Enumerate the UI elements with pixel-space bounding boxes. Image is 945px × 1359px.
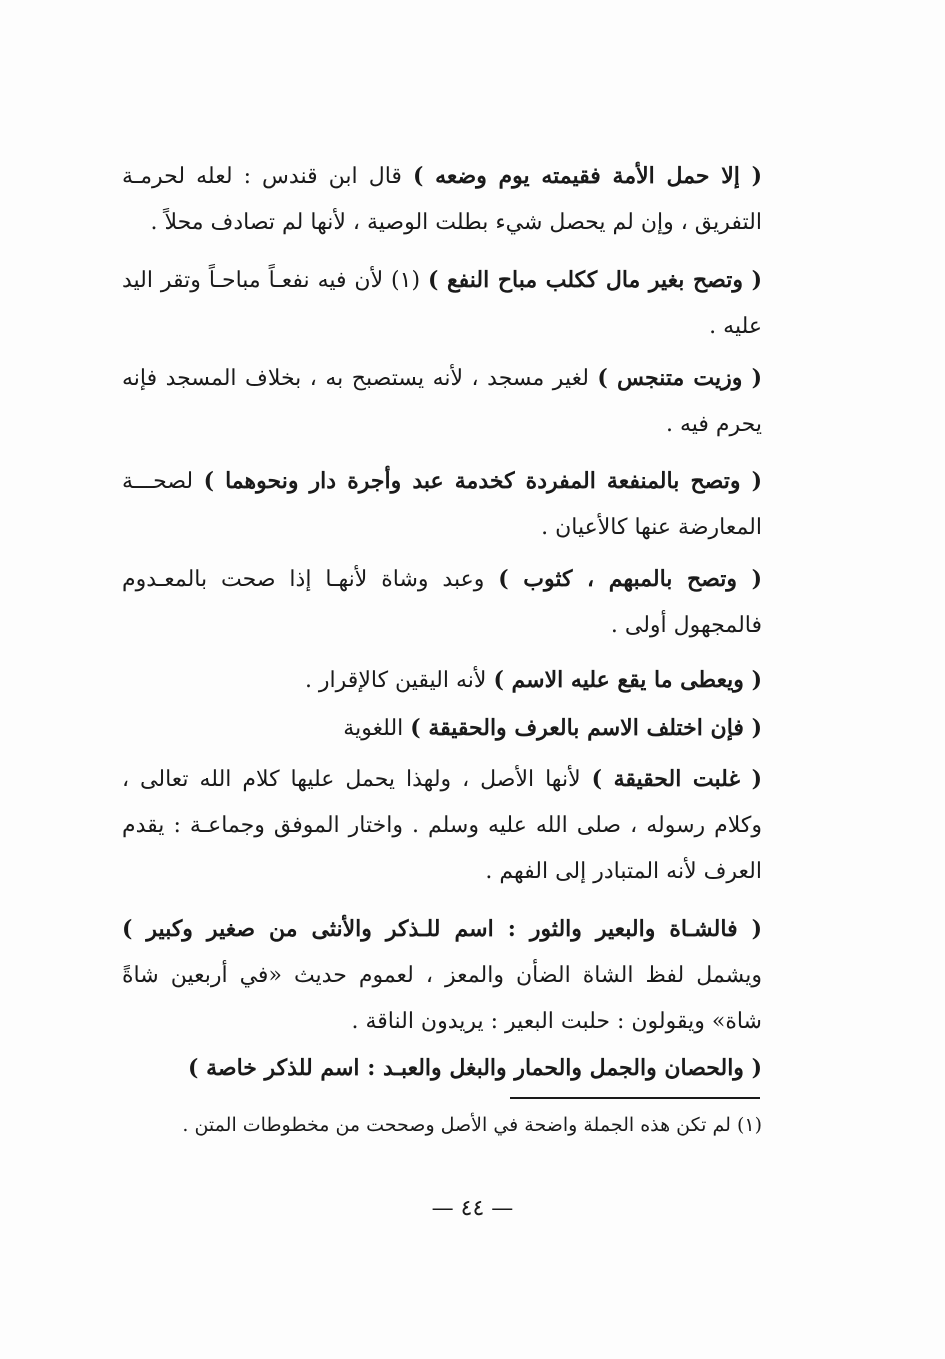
footnote: (١) لم تكن هذه الجملة واضحة في الأصل وصححت من مخطوطات المتن . <box>182 1114 762 1136</box>
paragraph-4 <box>122 458 762 551</box>
paragraph-8-text: لأنها الأصل ، ولهذا يحمل عليها كلام الله تعالى ، وكلام رسوله ، صلى الله عليه وسلم . واختار الموفق وجماعـة : يقدم العرف لأنه المتبادر إلى الفهم . <box>122 767 762 884</box>
paragraph-4-text: لصحـــة المعارضة عنها كالأعيان . <box>122 469 762 540</box>
paragraph-2 <box>122 257 762 350</box>
paragraph-6 <box>122 657 762 704</box>
paragraph-5 <box>122 556 762 649</box>
paragraph-9-text: ويشمل لفظ الشاة الضأن والمعز ، لعموم حديث «في أربعين شاةً شاة» ويقولون : حلبت البعير : يريدون الناقة . <box>122 963 762 1034</box>
paragraph-7-heading: ( فإن اختلف الاسم بالعرف والحقيقة ) <box>410 715 762 741</box>
paragraph-2-heading: ( وتصح بغير مال ككلب مباح النفع ) <box>427 267 762 293</box>
paragraph-10 <box>122 1045 762 1092</box>
paragraph-6-heading: ( ويعطى ما يقع عليه الاسم ) <box>493 667 762 693</box>
paragraph-9 <box>122 906 762 1045</box>
page-number: — ٤٤ — <box>431 1196 514 1221</box>
paragraph-4-heading: ( وتصح بالمنفعة المفردة كخدمة عبد وأجرة دار ونحوهما ) <box>203 468 763 494</box>
paragraph-8-heading: ( غلبت الحقيقة ) <box>591 766 762 792</box>
paragraph-1 <box>122 153 762 246</box>
paragraph-10-heading: ( والحصان والجمل والحمار والبغل والعبـد : اسم للذكر خاصة ) <box>188 1055 762 1081</box>
footnote-divider <box>510 1097 760 1099</box>
paragraph-8 <box>122 756 762 895</box>
paragraph-7-text: اللغوية <box>343 716 411 741</box>
paragraph-3-heading: ( وزيت متنجس ) <box>597 365 762 391</box>
paragraph-1-text: قال ابن قندس : لعله لحرمـة التفريق ، وإن لم يحصل شيء بطلت الوصية ، لأنها لم تصادف محلاً . <box>122 164 762 235</box>
paragraph-5-heading: ( وتصح بالمبهم ، كثوب ) <box>498 566 762 592</box>
paragraph-5-text: وعبد وشاة لأنهـا إذا صحت بالمعـدوم فالمجهول أولى . <box>122 567 762 638</box>
paragraph-1-heading: ( إلا حمل الأمة فقيمته يوم وضعه ) <box>412 163 762 189</box>
paragraph-3-text: لغير مسجد ، لأنه يستصبح به ، بخلاف المسجد فإنه يحرم فيه . <box>122 366 762 437</box>
paragraph-2-text: (١) لأن فيه نفعـاً مباحـاً وتقر اليد عليه . <box>122 268 762 339</box>
paragraph-6-text: لأنه اليقين كالإقرار . <box>304 668 494 693</box>
paragraph-9-heading: ( فالشـاة والبعير والثور : اسم للـذكر والأنثى من صغير وكبير ) <box>122 916 762 942</box>
paragraph-3 <box>122 355 762 448</box>
paragraph-7 <box>122 705 762 752</box>
